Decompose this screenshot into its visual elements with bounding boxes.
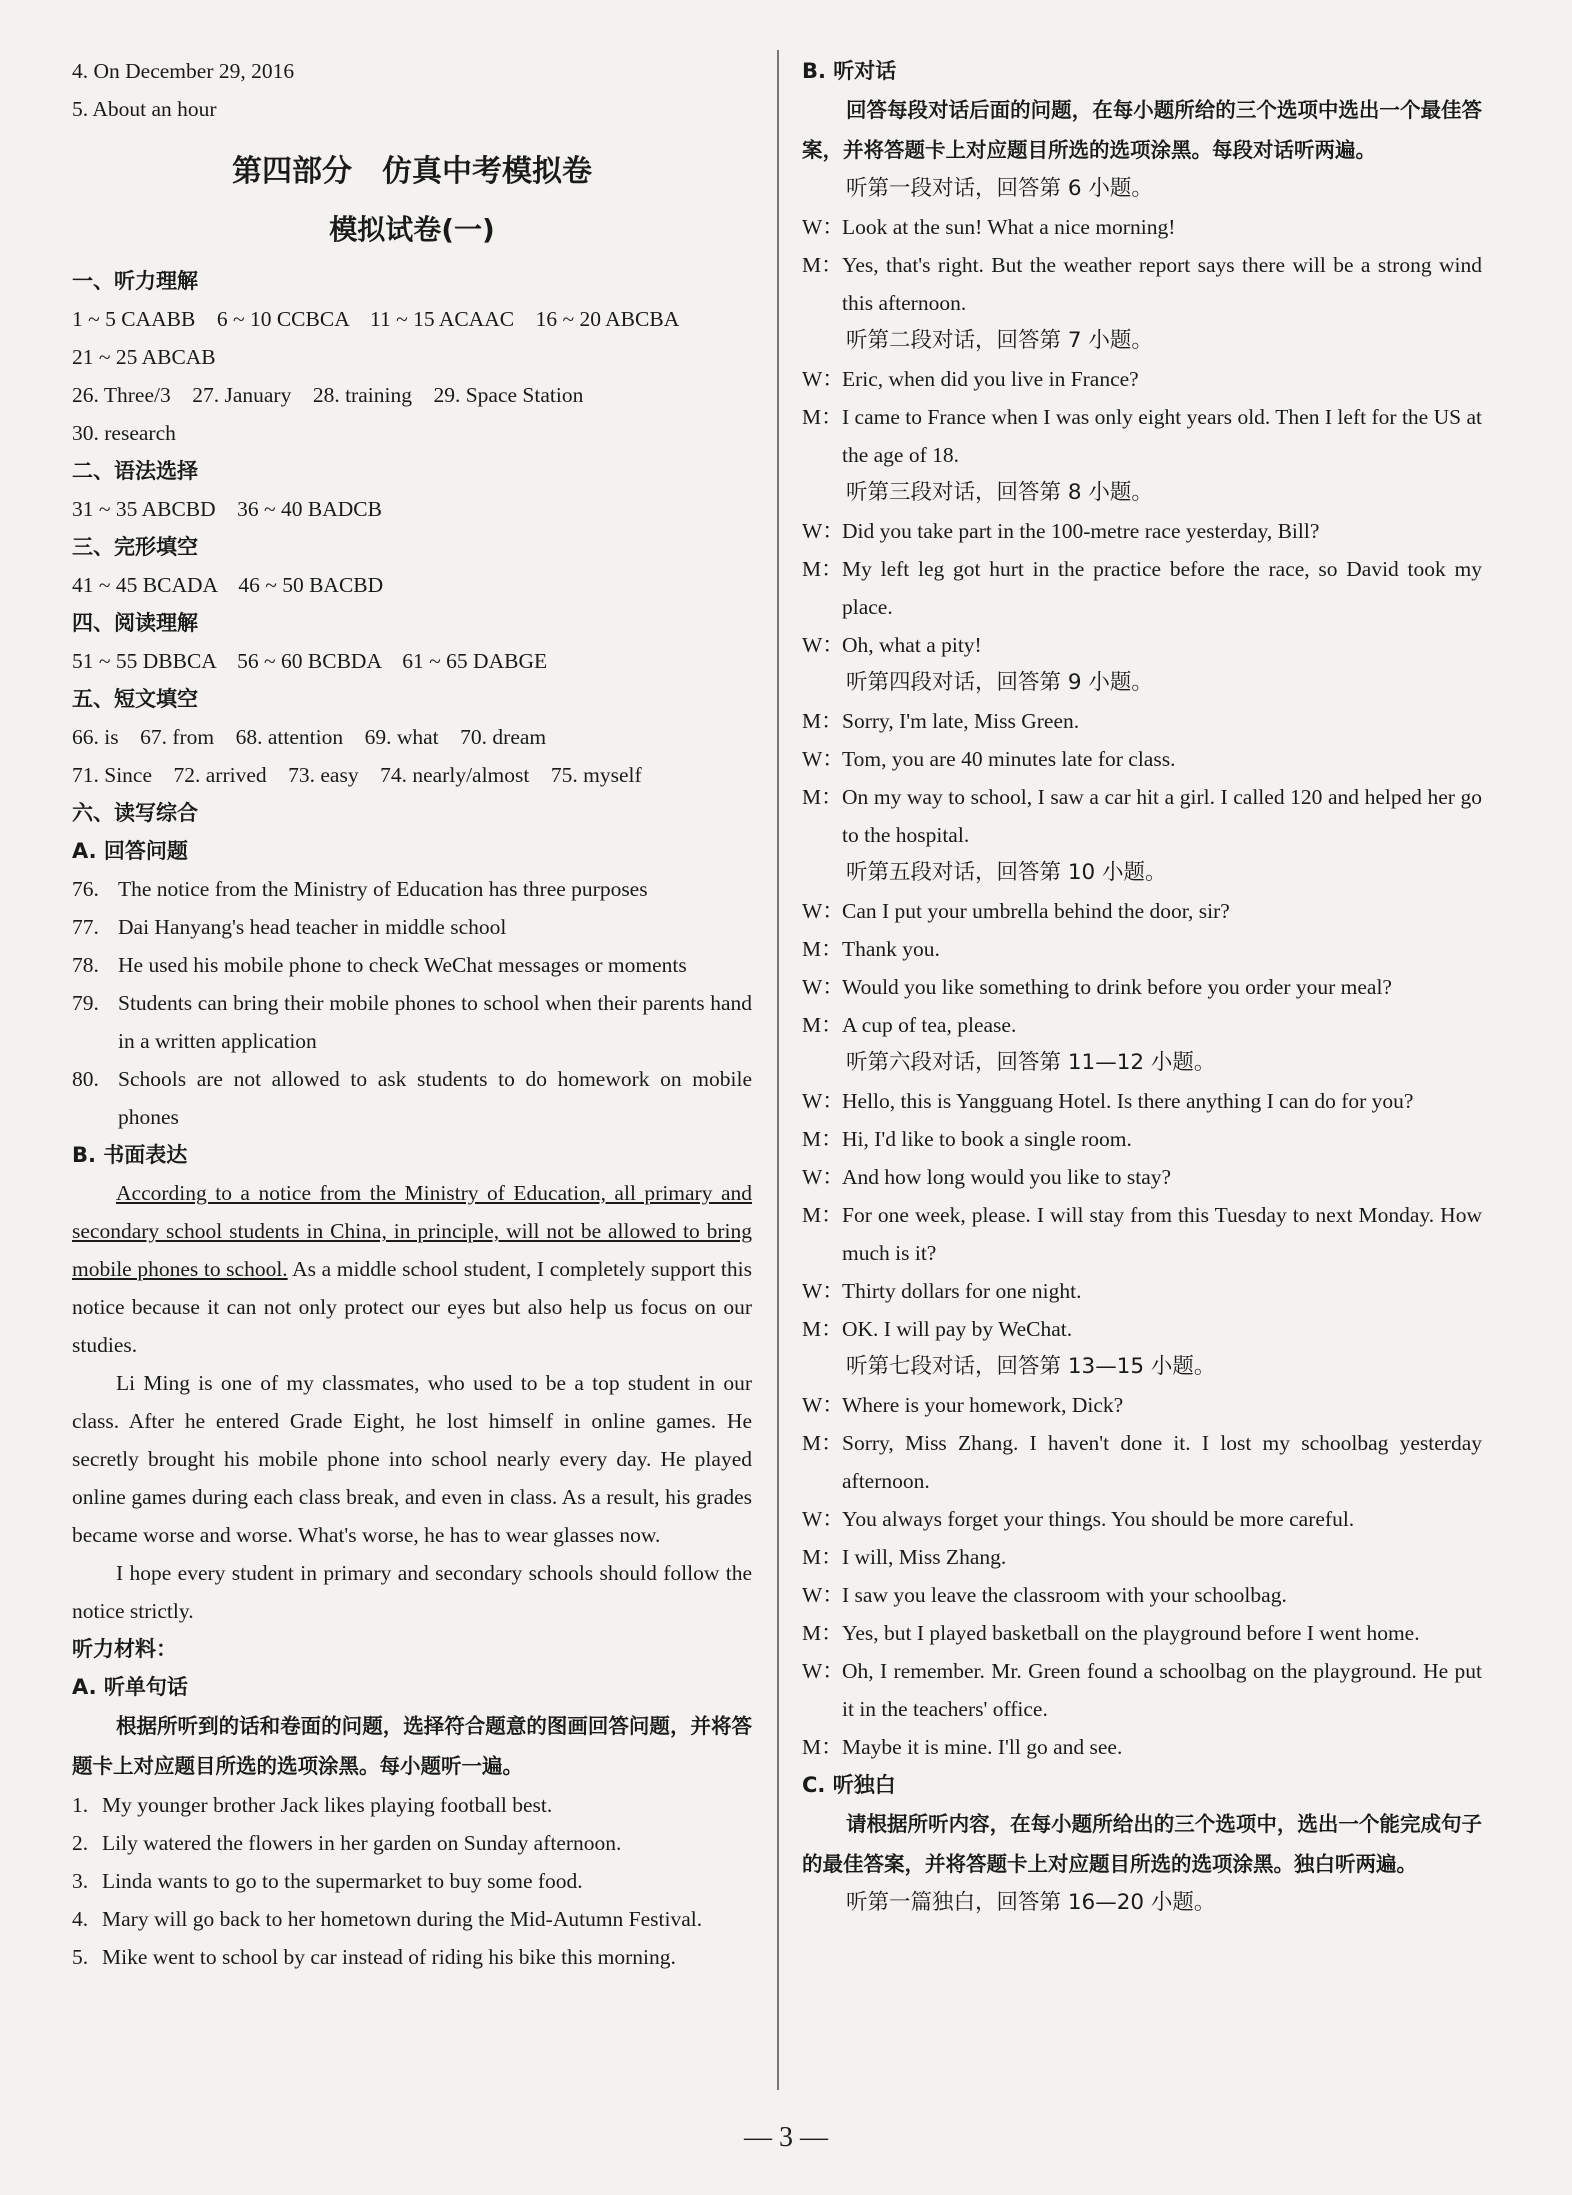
answer-number: 76. — [72, 877, 99, 901]
section-title: 三、完形填空 — [72, 535, 198, 559]
dialogue-cue: 听第三段对话，回答第 8 小题。 — [846, 480, 1153, 505]
dialogue-line — [802, 626, 1482, 664]
speaker-label: M： — [802, 1127, 843, 1151]
answer-line: 71. Since 72. arrived 73. easy 74. nearly/almost 75. myself — [72, 763, 642, 787]
dialogue-line — [802, 1576, 1482, 1614]
page-number: — 3 — — [744, 2122, 828, 2153]
dialogue-text: My left leg got hurt in the practice before the race, so David took my place. — [842, 557, 1482, 619]
dialogue-text: Thank you. — [842, 937, 940, 961]
speaker-label: W： — [802, 367, 844, 391]
sentence-item — [72, 1862, 752, 1900]
dialogue-text: On my way to school, I saw a car hit a girl. I called 120 and helped her go to the hospital. — [842, 785, 1482, 847]
dialogue-line — [802, 892, 1482, 930]
speaker-label: W： — [802, 1507, 844, 1531]
sentence-item — [72, 1900, 752, 1938]
dialogue-text: Look at the sun! What a nice morning! — [842, 215, 1176, 239]
instructions: 请根据所听内容，在每小题所给出的三个选项中，选出一个能完成句子的最佳答案，并将答题卡上对应题目所选的选项涂黑。独白听两遍。 — [802, 1812, 1482, 1876]
dialogue-line — [802, 1310, 1482, 1348]
answer-item — [72, 1060, 752, 1136]
speaker-label: W： — [802, 747, 844, 771]
dialogue-line — [802, 1424, 1482, 1500]
dialogue-text: Tom, you are 40 minutes late for class. — [842, 747, 1176, 771]
dialogue-text: Can I put your umbrella behind the door, sir? — [842, 899, 1230, 923]
essay-paragraph: Li Ming is one of my classmates, who used to be a top student in our class. After he entered Grade Eight, he lost himself in online games. He secretly brought his mobile phone into school nearly every day. He played online games during each class break, and even in class. As a result, his grades became worse and worse. What's worse, he has to wear glasses now. — [72, 1371, 752, 1547]
speaker-label: M： — [802, 1317, 843, 1341]
left-column — [72, 52, 752, 1976]
answer-item — [72, 946, 752, 984]
column-divider — [777, 50, 779, 2090]
dialogue-text: Would you like something to drink before you order your meal? — [842, 975, 1392, 999]
answer-number: 77. — [72, 915, 99, 939]
speaker-label: W： — [802, 1393, 844, 1417]
subsection-title: C. 听独白 — [802, 1773, 896, 1797]
dialogue-line — [802, 702, 1482, 740]
speaker-label: M： — [802, 1013, 843, 1037]
sentence-number: 4. — [72, 1907, 89, 1931]
dialogue-line — [802, 208, 1482, 246]
dialogue-text: OK. I will pay by WeChat. — [842, 1317, 1073, 1341]
dialogue-cue: 听第四段对话，回答第 9 小题。 — [846, 670, 1153, 695]
sentence-number: 5. — [72, 1945, 89, 1969]
speaker-label: M： — [802, 1735, 843, 1759]
dialogue-text: Thirty dollars for one night. — [842, 1279, 1082, 1303]
section-title: 六、读写综合 — [72, 801, 198, 825]
answer-text: Dai Hanyang's head teacher in middle school — [118, 915, 507, 939]
dialogue-text: Hello, this is Yangguang Hotel. Is there anything I can do for you? — [842, 1089, 1414, 1113]
dialogue-line — [802, 1120, 1482, 1158]
section-title: 五、短文填空 — [72, 687, 198, 711]
section-title: 听力材料： — [72, 1637, 177, 1661]
dialogue-line — [802, 968, 1482, 1006]
answer-text: The notice from the Ministry of Education has three purposes — [118, 877, 648, 901]
dialogue-line — [802, 1082, 1482, 1120]
speaker-label: M： — [802, 1621, 843, 1645]
speaker-label: M： — [802, 1545, 843, 1569]
dialogue-text: I came to France when I was only eight years old. Then I left for the US at the age of 18. — [842, 405, 1482, 467]
answer-item — [72, 984, 752, 1060]
sentence-text: Lily watered the flowers in her garden on Sunday afternoon. — [102, 1831, 622, 1855]
dialogue-cue: 听第一段对话，回答第 6 小题。 — [846, 176, 1153, 201]
speaker-label: W： — [802, 215, 844, 239]
answer-text: Students can bring their mobile phones to school when their parents hand in a written application — [118, 991, 752, 1053]
dialogue-cue: 听第六段对话，回答第 11—12 小题。 — [846, 1050, 1216, 1075]
answer-text: Schools are not allowed to ask students to do homework on mobile phones — [118, 1067, 752, 1129]
answer-line: 30. research — [72, 421, 176, 445]
dialogue-text: I saw you leave the classroom with your schoolbag. — [842, 1583, 1287, 1607]
dialogue-cue: 听第五段对话，回答第 10 小题。 — [846, 860, 1167, 885]
speaker-label: W： — [802, 633, 844, 657]
dialogue-text: Maybe it is mine. I'll go and see. — [842, 1735, 1123, 1759]
dialogue-line — [802, 398, 1482, 474]
subsection-title: A. 回答问题 — [72, 839, 188, 863]
dialogue-line — [802, 930, 1482, 968]
dialogue-text: Yes, that's right. But the weather report says there will be a strong wind this afternoon. — [842, 253, 1482, 315]
speaker-label: M： — [802, 1203, 843, 1227]
speaker-label: M： — [802, 557, 843, 581]
subsection-title: A. 听单句话 — [72, 1675, 188, 1699]
sentence-text: Linda wants to go to the supermarket to buy some food. — [102, 1869, 583, 1893]
sentence-number: 3. — [72, 1869, 89, 1893]
dialogue-line — [802, 1652, 1482, 1728]
sentence-number: 2. — [72, 1831, 89, 1855]
speaker-label: W： — [802, 1279, 844, 1303]
speaker-label: W： — [802, 1583, 844, 1607]
exam-title: 模拟试卷(一) — [329, 213, 495, 246]
subsection-title: B. 书面表达 — [72, 1143, 188, 1167]
dialogue-line — [802, 1272, 1482, 1310]
dialogue-line — [802, 1728, 1482, 1766]
essay-paragraph: I hope every student in primary and secondary schools should follow the notice strictly. — [72, 1561, 752, 1623]
speaker-label: M： — [802, 253, 843, 277]
essay-paragraph — [72, 1174, 752, 1364]
answer-line: 41 ~ 45 BCADA 46 ~ 50 BACBD — [72, 573, 384, 597]
sentence-item — [72, 1786, 752, 1824]
answer-number: 80. — [72, 1067, 99, 1091]
sentence-item — [72, 1938, 752, 1976]
answer-number: 78. — [72, 953, 99, 977]
dialogue-text: Oh, I remember. Mr. Green found a schoolbag on the playground. He put it in the teachers' office. — [842, 1659, 1482, 1721]
dialogue-cue: 听第二段对话，回答第 7 小题。 — [846, 328, 1153, 353]
dialogue-text: Hi, I'd like to book a single room. — [842, 1127, 1132, 1151]
answer-line: 5. About an hour — [72, 97, 217, 121]
answer-line: 66. is 67. from 68. attention 69. what 70. dream — [72, 725, 547, 749]
dialogue-line — [802, 1614, 1482, 1652]
dialogue-text: Yes, but I played basketball on the playground before I went home. — [842, 1621, 1420, 1645]
dialogue-line — [802, 778, 1482, 854]
part-title: 第四部分 仿真中考模拟卷 — [232, 154, 592, 189]
dialogue-line — [802, 1500, 1482, 1538]
answer-number: 79. — [72, 991, 99, 1015]
dialogue-text: Sorry, I'm late, Miss Green. — [842, 709, 1080, 733]
dialogue-text: For one week, please. I will stay from this Tuesday to next Monday. How much is it? — [842, 1203, 1482, 1265]
dialogue-text: A cup of tea, please. — [842, 1013, 1017, 1037]
answer-line: 4. On December 29, 2016 — [72, 59, 295, 83]
dialogue-line — [802, 550, 1482, 626]
dialogue-text: Did you take part in the 100-metre race yesterday, Bill? — [842, 519, 1320, 543]
answer-line: 31 ~ 35 ABCBD 36 ~ 40 BADCB — [72, 497, 382, 521]
answer-item — [72, 870, 752, 908]
instructions: 回答每段对话后面的问题，在每小题所给的三个选项中选出一个最佳答案，并将答题卡上对应题目所选的选项涂黑。每段对话听两遍。 — [802, 98, 1482, 162]
sentence-item — [72, 1824, 752, 1862]
section-title: 一、听力理解 — [72, 269, 198, 293]
sentence-text: My younger brother Jack likes playing football best. — [102, 1793, 553, 1817]
dialogue-line — [802, 1386, 1482, 1424]
speaker-label: M： — [802, 709, 843, 733]
answer-item — [72, 908, 752, 946]
sentence-text: Mike went to school by car instead of riding his bike this morning. — [102, 1945, 676, 1969]
dialogue-line — [802, 740, 1482, 778]
essay-underlined: According to a notice from the Ministry of Education, all primary and secondary school students in China, in principle, will not be allowed to bring mobile phones to school. — [72, 1181, 752, 1281]
section-title: 四、阅读理解 — [72, 611, 198, 635]
sentence-number: 1. — [72, 1793, 89, 1817]
instructions: 根据所听到的话和卷面的问题，选择符合题意的图画回答问题，并将答题卡上对应题目所选的选项涂黑。每小题听一遍。 — [72, 1714, 752, 1778]
dialogue-line — [802, 1158, 1482, 1196]
answer-line: 51 ~ 55 DBBCA 56 ~ 60 BCBDA 61 ~ 65 DABGE — [72, 649, 548, 673]
dialogue-text: Sorry, Miss Zhang. I haven't done it. I lost my schoolbag yesterday afternoon. — [842, 1431, 1482, 1493]
speaker-label: M： — [802, 1431, 843, 1455]
answer-line: 21 ~ 25 ABCAB — [72, 345, 216, 369]
dialogue-line — [802, 1006, 1482, 1044]
dialogue-text: I will, Miss Zhang. — [842, 1545, 1007, 1569]
right-column — [802, 52, 1482, 1922]
speaker-label: W： — [802, 975, 844, 999]
dialogue-line — [802, 512, 1482, 550]
dialogue-text: And how long would you like to stay? — [842, 1165, 1172, 1189]
speaker-label: W： — [802, 1165, 844, 1189]
speaker-label: W： — [802, 1659, 844, 1683]
dialogue-text: Oh, what a pity! — [842, 633, 982, 657]
speaker-label: M： — [802, 405, 843, 429]
answer-line: 1 ~ 5 CAABB 6 ~ 10 CCBCA 11 ~ 15 ACAAC 16 ~ 20 ABCBA — [72, 307, 680, 331]
dialogue-line — [802, 246, 1482, 322]
sentence-text: Mary will go back to her hometown during the Mid-Autumn Festival. — [102, 1907, 703, 1931]
dialogue-line — [802, 360, 1482, 398]
speaker-label: W： — [802, 899, 844, 923]
subsection-title: B. 听对话 — [802, 59, 897, 83]
answer-text: He used his mobile phone to check WeChat messages or moments — [118, 953, 687, 977]
speaker-label: W： — [802, 519, 844, 543]
dialogue-text: Where is your homework, Dick? — [842, 1393, 1124, 1417]
section-title: 二、语法选择 — [72, 459, 198, 483]
speaker-label: W： — [802, 1089, 844, 1113]
dialogue-text: You always forget your things. You should be more careful. — [842, 1507, 1355, 1531]
speaker-label: M： — [802, 785, 843, 809]
dialogue-list — [802, 170, 1482, 1766]
dialogue-text: Eric, when did you live in France? — [842, 367, 1139, 391]
speaker-label: M： — [802, 937, 843, 961]
answer-line: 26. Three/3 27. January 28. training 29. Space Station — [72, 383, 584, 407]
essay-text: As a middle school student, I completely support this notice because it can not only protect our eyes but also help us focus on our studies. — [72, 1257, 752, 1357]
monologue-cue: 听第一篇独白，回答第 16—20 小题。 — [846, 1890, 1216, 1915]
dialogue-line — [802, 1196, 1482, 1272]
dialogue-cue: 听第七段对话，回答第 13—15 小题。 — [846, 1354, 1216, 1379]
dialogue-line — [802, 1538, 1482, 1576]
